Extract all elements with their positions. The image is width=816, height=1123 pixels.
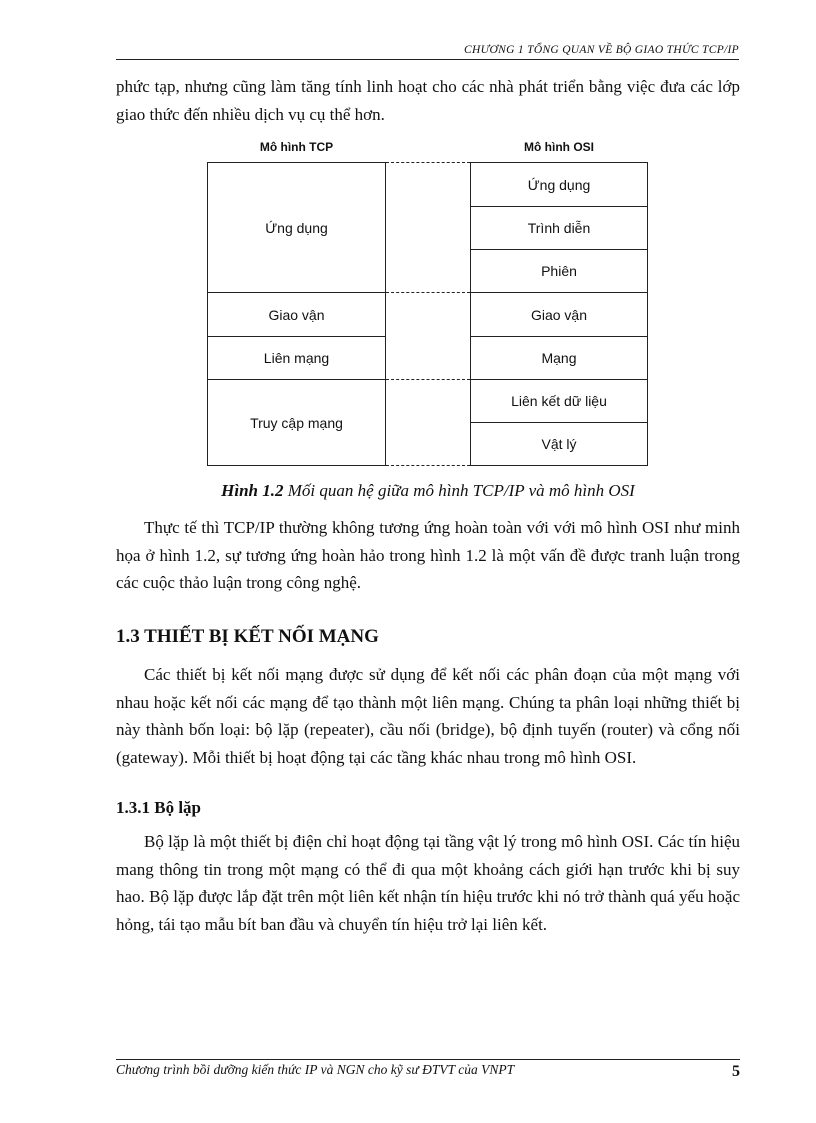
osi-layer-data-link: Liên kết dữ liệu [470, 379, 648, 423]
tcp-layer-network-access: Truy cập mạng [207, 379, 386, 466]
osi-layer-presentation: Trình diễn [470, 206, 648, 250]
running-header: CHƯƠNG 1 TỔNG QUAN VỀ BỘ GIAO THỨC TCP/IP [116, 44, 739, 60]
connector-line [386, 162, 470, 163]
page-number: 5 [732, 1063, 740, 1080]
paragraph-repeater: Bộ lặp là một thiết bị điện chỉ hoạt động tại tầng vật lý trong mô hình OSI. Các tín hiệu mang thông tin trong một mạng có thể đi qua một khoảng cách giới hạn trước khi bị suy hao. Bộ lặp được lắp đặt trên một liên kết nhận tín hiệu trước khi nó trở thành quá yếu hoặc hỏng, tái tạo mẫu bít ban đầu và chuyển tín hiệu trở lại liên kết. [116, 832, 740, 934]
osi-layer-application: Ứng dụng [470, 162, 648, 207]
paragraph-tcpip-osi: Thực tế thì TCP/IP thường không tương ứng hoàn toàn với với mô hình OSI như minh họa ở hình 1.2, sự tương ứng hoàn hảo trong hình 1.2 là một vấn đề được tranh luận trong các cuộc thảo luận trong công nghệ. [116, 518, 740, 592]
tcp-layer-transport: Giao vận [207, 292, 386, 337]
osi-layer-network: Mạng [470, 336, 648, 380]
paragraph-devices: Các thiết bị kết nối mạng được sử dụng để kết nối các phân đoạn của một mạng với nhau hoặc kết nối các mạng để tạo thành một liên mạng. Chúng ta phân loại những thiết bị này thành bốn loại: bộ lặp (repeater), cầu nối (bridge), bộ định tuyến (router) và cổng nối (gateway). Mỗi thiết bị hoạt động tại các tầng khác nhau trong mô hình OSI. [116, 665, 740, 767]
tcp-model-title: Mô hình TCP [259, 140, 334, 154]
intro-paragraph: phức tạp, nhưng cũng làm tăng tính linh hoạt cho các nhà phát triển bằng việc đưa các lớp giao thức đến nhiều dịch vụ cụ thể hơn. [116, 77, 740, 124]
osi-layer-transport: Giao vận [470, 292, 648, 337]
figure-caption [116, 481, 740, 501]
subsection-heading: 1.3.1 Bộ lặp [116, 798, 202, 817]
connector-line [386, 292, 470, 293]
connector-line [386, 379, 470, 380]
connector-line [386, 465, 470, 466]
page-footer [116, 1059, 740, 1078]
caption-text: Mối quan hệ giữa mô hình TCP/IP và mô hình OSI [283, 481, 635, 500]
tcp-layer-application: Ứng dụng [207, 162, 386, 293]
caption-label: Hình 1.2 [221, 481, 284, 500]
osi-model-title: Mô hình OSI [524, 140, 594, 154]
section-heading: 1.3 THIẾT BỊ KẾT NỐI MẠNG [116, 626, 379, 647]
tcp-layer-internet: Liên mạng [207, 336, 386, 380]
osi-layer-session: Phiên [470, 249, 648, 293]
footer-text: Chương trình bồi dưỡng kiến thức IP và NGN cho kỹ sư ĐTVT của VNPT [116, 1062, 515, 1077]
osi-layer-physical: Vật lý [470, 422, 648, 466]
figure-tcp-osi-diagram [0, 0, 816, 480]
